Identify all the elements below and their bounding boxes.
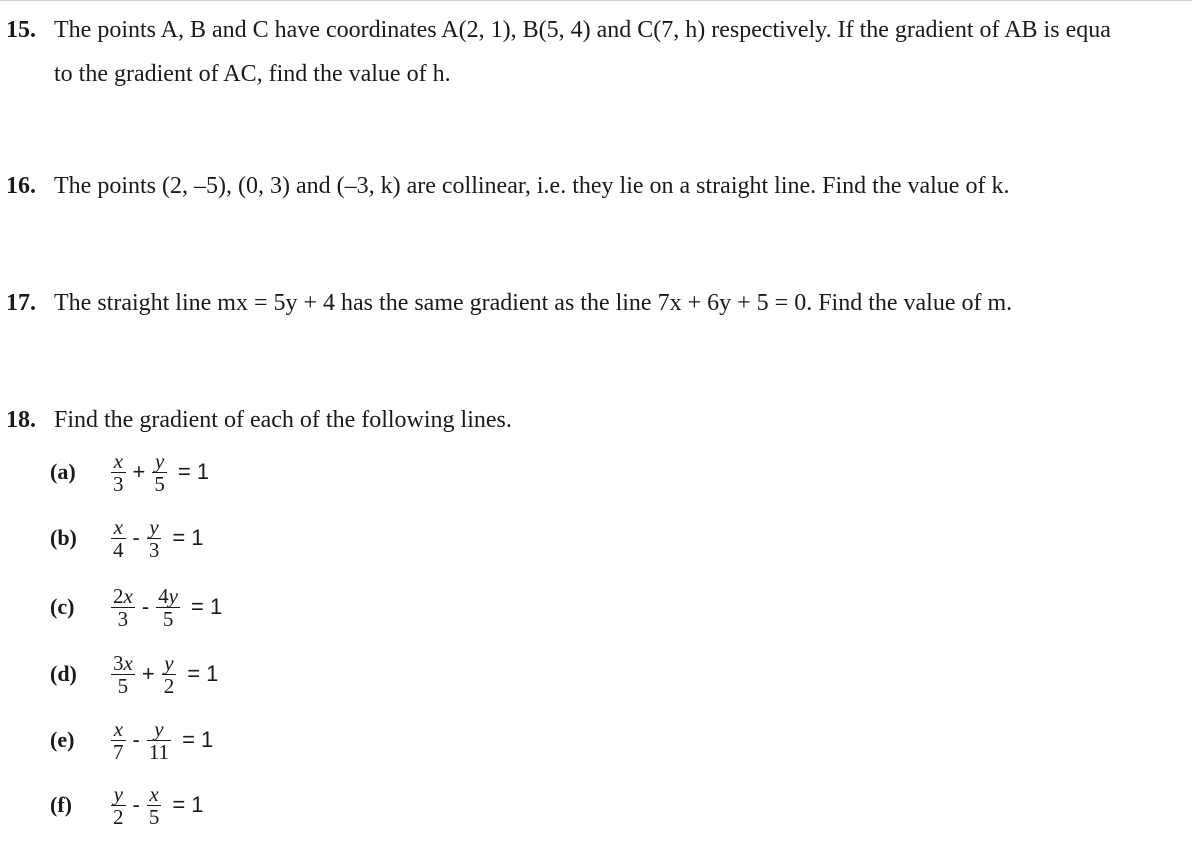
- coefficient: 4: [158, 583, 169, 608]
- equals-one: = 1: [190, 594, 223, 619]
- question-18: [6, 398, 1192, 442]
- denominator: 5: [148, 804, 160, 829]
- question-text: The straight line mx = 5y + 4 has the same gradient as the line 7x + 6y + 5 = 0. Find the value of m.: [54, 290, 1013, 316]
- question-number: 16.: [6, 173, 36, 199]
- denominator: 11: [148, 739, 170, 764]
- top-rule: [0, 0, 1192, 1]
- denominator: 7: [113, 739, 124, 764]
- equals-one: = 1: [172, 525, 204, 550]
- numerator: y: [154, 716, 164, 741]
- part-label: (e): [50, 727, 75, 752]
- fraction-2: [152, 450, 167, 495]
- variable: x: [123, 650, 133, 675]
- part-f: [50, 775, 204, 835]
- numerator: [111, 652, 135, 674]
- operator: -: [132, 525, 140, 550]
- equals-one: = 1: [177, 459, 210, 484]
- operator: +: [132, 459, 146, 484]
- question-number: 15.: [6, 17, 36, 43]
- part-a: [50, 442, 209, 502]
- equals-one: = 1: [182, 727, 214, 752]
- fraction-1: [111, 585, 135, 630]
- question-text: Find the gradient of each of the following lines.: [54, 407, 512, 433]
- question-17: [6, 281, 1192, 325]
- numerator: y: [149, 514, 159, 539]
- fraction-2: [156, 585, 180, 630]
- denominator: 3: [148, 537, 160, 562]
- part-label: (f): [50, 792, 72, 817]
- part-label: (a): [50, 459, 76, 484]
- numerator: x: [113, 448, 123, 473]
- operator: -: [132, 727, 140, 752]
- denominator: 5: [162, 606, 174, 631]
- fraction-1: [111, 516, 126, 561]
- denominator: 3: [113, 471, 124, 496]
- fraction-1: [111, 718, 126, 763]
- numerator: x: [113, 716, 123, 741]
- question-text-continued: to the gradient of AC, find the value of h.: [54, 61, 451, 87]
- denominator: 5: [154, 471, 165, 496]
- part-d: [50, 644, 218, 704]
- variable: y: [168, 583, 178, 608]
- denominator: 5: [117, 673, 129, 698]
- question-number: 17.: [6, 290, 36, 316]
- fraction-1: [111, 652, 135, 697]
- part-label: (c): [50, 594, 75, 619]
- operator: -: [132, 792, 140, 817]
- operator: +: [141, 661, 155, 686]
- equals-one: = 1: [172, 792, 204, 817]
- denominator: 2: [113, 804, 124, 829]
- question-text: The points A, B and C have coordinates A(2, 1), B(5, 4) and C(7, h) respectively. If the gradient of AB is equa: [54, 17, 1111, 43]
- fraction-2: [147, 718, 171, 763]
- fraction-1: [111, 783, 126, 828]
- numerator: y: [154, 448, 165, 473]
- numerator: y: [164, 650, 174, 675]
- question-16: [6, 164, 1192, 208]
- part-b: [50, 508, 204, 568]
- coefficient: 3: [113, 650, 124, 675]
- fraction-2: [147, 516, 162, 561]
- numerator: [156, 585, 180, 607]
- fraction-1: [111, 450, 126, 495]
- numerator: x: [149, 781, 159, 806]
- operator: -: [141, 594, 150, 619]
- part-label: (d): [50, 661, 77, 686]
- fraction-2: [162, 652, 177, 697]
- fraction-2: [147, 783, 162, 828]
- numerator: y: [113, 781, 123, 806]
- variable: x: [123, 583, 133, 608]
- question-number: 18.: [6, 407, 36, 433]
- equals-one: = 1: [187, 661, 219, 686]
- denominator: 2: [163, 673, 175, 698]
- part-label: (b): [50, 525, 77, 550]
- part-e: [50, 710, 213, 770]
- denominator: 3: [117, 606, 129, 631]
- coefficient: 2: [113, 583, 124, 608]
- denominator: 4: [113, 537, 124, 562]
- question-15: [6, 8, 1192, 96]
- numerator: x: [113, 514, 123, 539]
- numerator: [111, 585, 135, 607]
- part-c: [50, 577, 222, 637]
- question-text: The points (2, –5), (0, 3) and (–3, k) are collinear, i.e. they lie on a straight line. Find the value of k.: [54, 173, 1010, 199]
